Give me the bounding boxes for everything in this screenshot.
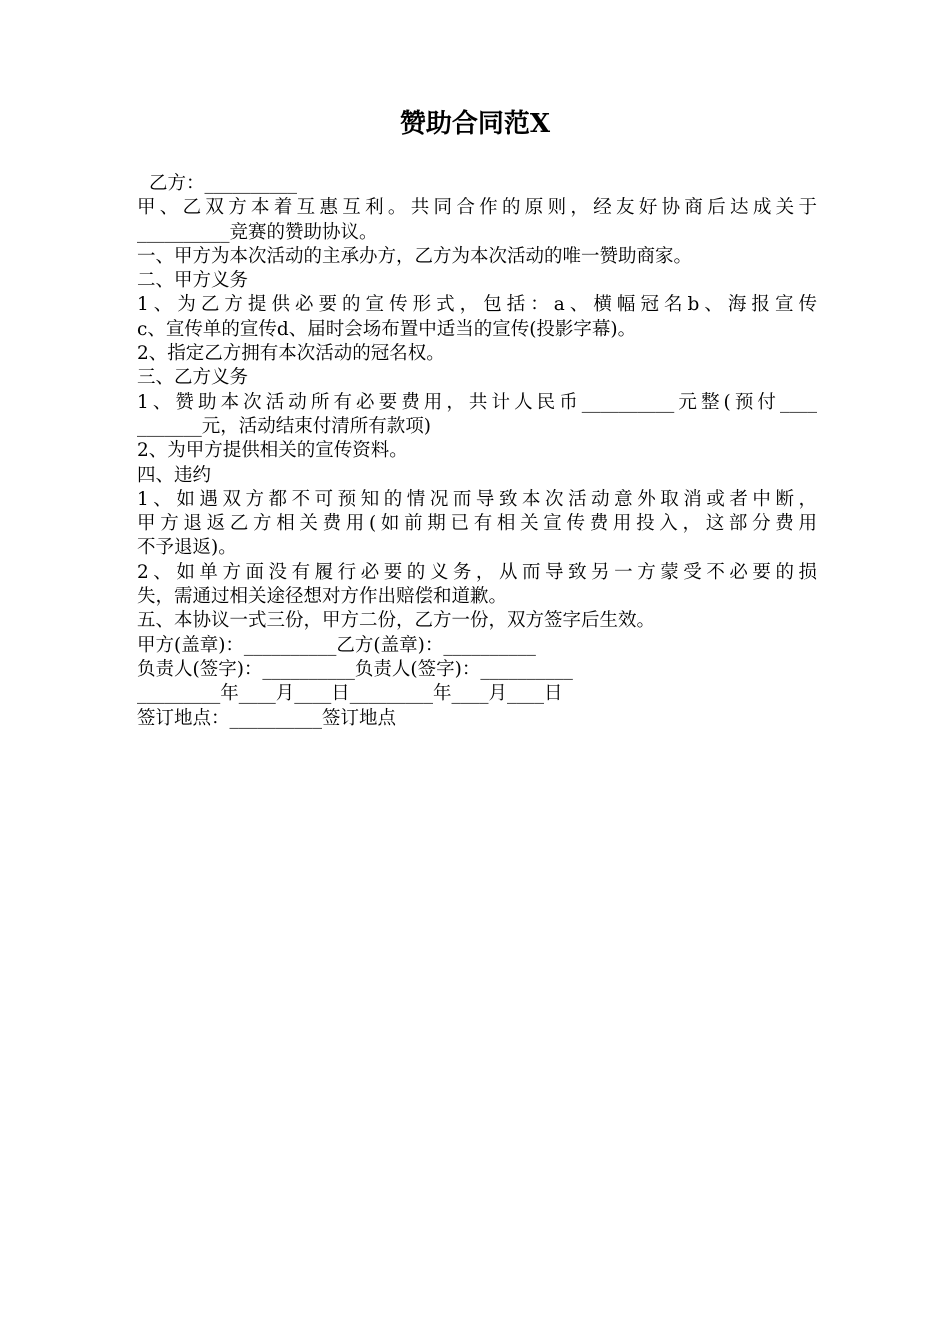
document-body [137,172,817,731]
paragraph-line: 甲方退返乙方相关费用(如前期已有相关宣传费用投入，这部分费用 [137,513,817,535]
section-heading: 四、违约 [137,464,212,486]
paragraph-line: __________竞赛的赞助协议。 [137,221,378,243]
document-title: 赞助合同范X [399,109,551,139]
paragraph-line: c、宣传单的宣传d、届时会场布置中适当的宣传(投影字幕)。 [137,318,637,340]
signature-line: 负责人(签字)：__________负责人(签字)：__________ [137,658,573,680]
location-line: 签订地点：__________签订地点 [137,707,397,729]
clause-five: 五、本协议一式三份，甲方二份，乙方一份，双方签字后生效。 [137,610,656,632]
date-line: _________年____月____日_________年____月____日 [137,683,563,705]
paragraph-line: 失，需通过相关途径想对方作出赔偿和道歉。 [137,586,508,608]
party-b-line: 乙方：__________ [149,173,298,194]
paragraph-line: 甲、乙双方本着互惠互利。共同合作的原则，经友好协商后达成关于 [137,197,817,219]
paragraph-line: 1、赞助本次活动所有必要费用，共计人民币__________元整(预付____ [137,391,817,413]
section-heading: 三、乙方义务 [137,367,249,389]
paragraph-line: 1、为乙方提供必要的宣传形式，包括：a、横幅冠名b、海报宣传 [137,294,817,316]
paragraph-line: _______元，活动结束付清所有款项) [137,415,431,437]
paragraph-line: 2、为甲方提供相关的宣传资料。 [137,440,408,462]
seal-line: 甲方(盖章)：__________乙方(盖章)：__________ [137,634,536,656]
paragraph-line: 1、如遇双方都不可预知的情况而导致本次活动意外取消或者中断， [137,488,817,510]
clause-one: 一、甲方为本次活动的主承办方，乙方为本次活动的唯一赞助商家。 [137,245,693,267]
paragraph-line: 2、指定乙方拥有本次活动的冠名权。 [137,343,445,365]
paragraph-line: 2、如单方面没有履行必要的义务，从而导致另一方蒙受不必要的损 [137,561,817,583]
paragraph-line: 不予退返)。 [137,537,237,559]
section-heading: 二、甲方义务 [137,270,249,292]
